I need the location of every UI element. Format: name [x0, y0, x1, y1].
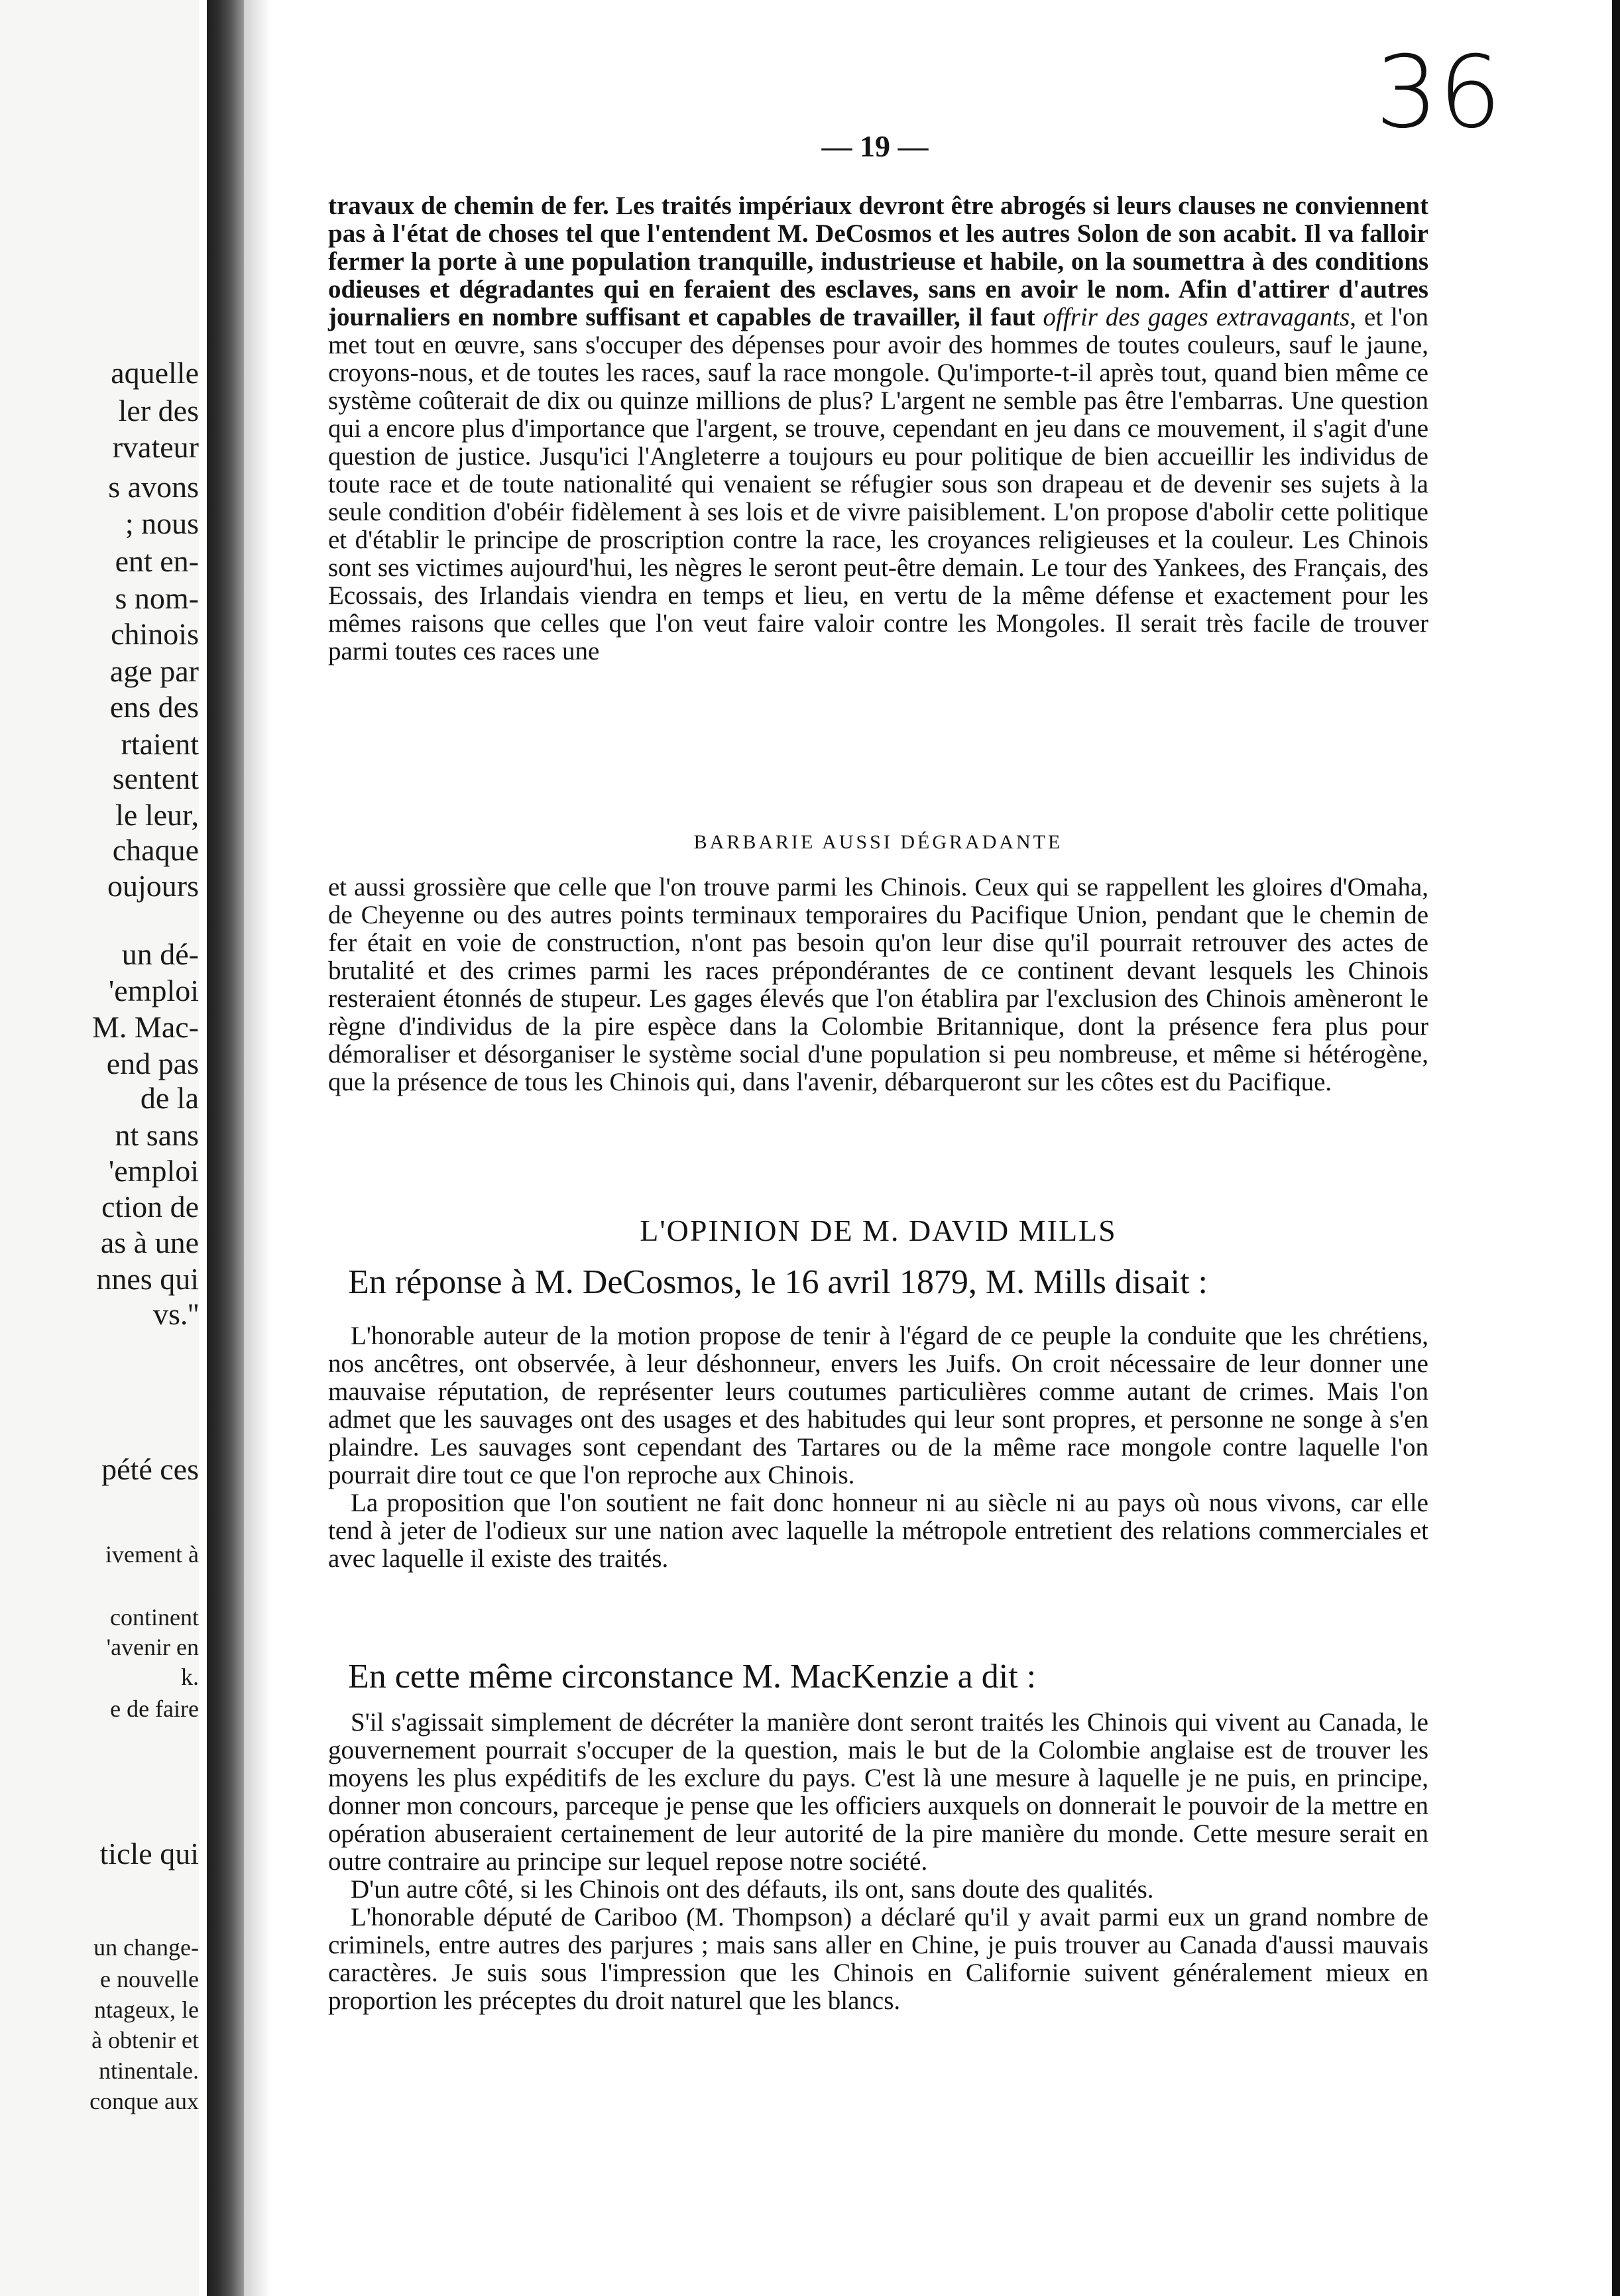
facing-page-line: 'avenir en	[106, 1634, 199, 1660]
facing-page-line: chaque	[112, 833, 199, 867]
facing-page-line: end pas	[106, 1047, 199, 1080]
mills-intro: En réponse à M. DeCosmos, le 16 avril 1879, M. Mills disait :	[348, 1263, 1208, 1301]
mackenzie-paragraph-3: L'honorable député de Cariboo (M. Thompson) a déclaré qu'il y avait parmi eux un grand nombre de criminels, entre autres des parjures ; mais sans aller en Chine, je puis trouver au Canada d'aussi mauvais caractères. Je suis sous l'impression que les Chinois en Californie suivent généralement mieux en proportion les préceptes du droit naturel que les blancs.	[328, 1903, 1428, 2015]
facing-page-line: un dé-	[121, 937, 199, 971]
facing-page-line: M. Mac-	[92, 1010, 199, 1044]
para1-rest: , et l'on met tout en œuvre, sans s'occuper des dépenses pour avoir des hommes de toutes couleurs, sauf le jaune, croyons-nous, et de toutes les races, sauf la race mongole. Qu'importe-t-il après tout, quand bien même ce système coûterait de dix ou quinze millions de plus? L'argent ne semble pas être l'embarras. Une question qui a encore plus d'importance que l'argent, se trouve, cependant en jeu dans ce mouvement, il s'agit d'une question de justice. Jusqu'ici l'Angleterre a toujours eu pour politique de bien accueillir les individus de toute race et de toute nationalité qui venaient se réfugier sous son drapeau et de devenir ses sujets à la seule condition d'obéir fidèlement à ses lois et de vivre paisiblement. L'on propose d'abolir cette politique et d'établir le principe de proscription contre la race, les croyances religieuses et la couleur. Les Chinois sont ses victimes aujourd'hui, les nègres le seront peut-être demain. Le tour des Yankees, des Français, des Ecossais, des Irlandais viendra en temps et lieu, en vertu de la même défense et exactement pour les mêmes raisons que celles que l'on veut faire valoir contre les Mongoles. Il serait très facile de trouver parmi toutes ces races une	[328, 303, 1429, 665]
facing-page-line: ivement à	[105, 1541, 199, 1568]
section-subheading: BARBARIE AUSSI DÉGRADANTE	[693, 831, 1063, 853]
para1-emphasis: offrir des gages extravagants	[1043, 303, 1350, 331]
facing-page-line: s avons	[108, 470, 199, 504]
mills-quote	[328, 1322, 1428, 1573]
mackenzie-quote	[328, 1709, 1428, 2015]
facing-page-line: ; nous	[125, 506, 199, 540]
mackenzie-paragraph-1: S'il s'agissait simplement de décréter la manière dont seront traités les Chinois qui vivent au Canada, le gouvernement pourrait s'occuper de la question, mais le but de la Colombie anglaise est de trouver les moyens les plus expéditifs de les exclure du pays. C'est là une mesure à laquelle je ne puis, en principe, donner mon concours, parceque je pense que les officiers auxquels on donnerait le pouvoir de la mettre en opération abuseraient certainement de leur autorité de la pire manière du monde. Cette mesure serait en outre contraire au principe sur lequel repose notre société.	[328, 1708, 1428, 1876]
facing-page-line: s nom-	[115, 581, 199, 615]
facing-page-line: chinois	[111, 617, 199, 651]
facing-page-line: pété ces	[101, 1452, 199, 1486]
book-gutter	[207, 0, 244, 2296]
facing-page-line: rtaient	[121, 727, 199, 761]
facing-page-line: ntinentale.	[99, 2057, 199, 2084]
facing-page-line: e de faire	[110, 1695, 199, 1722]
mills-paragraph-1: L'honorable auteur de la motion propose de tenir à l'égard de ce peuple la conduite que les chrétiens, nos ancêtres, ont observée, à leur déshonneur, envers les Juifs. On croit nécessaire de leur donner une mauvaise réputation, de représenter leurs coutumes particulières comme autant de crimes. Mais l'on admet que les sauvages ont des usages et des habitudes qui leur sont propres, et personne ne songe à s'en plaindre. Les sauvages sont cependant des Tartares ou de la même race mongole contre laquelle l'on pourrait dire tout ce que l'on reproche aux Chinois.	[328, 1322, 1428, 1489]
facing-page-line: e nouvelle	[100, 1966, 199, 1992]
facing-page-line: nnes qui	[96, 1262, 199, 1296]
facing-page-fragment	[0, 0, 199, 2296]
paragraph-body-2	[328, 874, 1428, 1096]
facing-page-line: ens des	[109, 690, 199, 724]
facing-page-line: ticle qui	[99, 1837, 199, 1870]
facing-page-line: à obtenir et	[91, 2027, 199, 2053]
handwritten-folio: 36	[1375, 35, 1502, 150]
facing-page-line: 'emploi	[108, 1154, 199, 1188]
facing-page-line: un change-	[93, 1934, 199, 1961]
facing-page-line: ler des	[118, 394, 199, 428]
facing-page-line: ent en-	[115, 544, 199, 578]
facing-page-line: nt sans	[115, 1118, 199, 1152]
facing-page-line: sentent	[112, 762, 199, 795]
mackenzie-paragraph-2: D'un autre côté, si les Chinois ont des défauts, ils ont, sans doute des qualités.	[351, 1875, 1154, 1904]
paragraph-body-1	[328, 192, 1428, 665]
facing-page-line: ntageux, le	[94, 1996, 199, 2023]
facing-page-line: aquelle	[111, 356, 199, 390]
page-number: — 19 —	[821, 129, 929, 163]
facing-page-line: rvateur	[112, 430, 199, 464]
facing-page-line: age par	[109, 654, 199, 688]
facing-page-line: k.	[181, 1664, 199, 1690]
mills-paragraph-2: La proposition que l'on soutient ne fait donc honneur ni au siècle ni au pays où nous vivons, car elle tend à jeter de l'odieux sur une nation avec laquelle la métropole entretient des relations commerciales et avec laquelle il existe des traités.	[328, 1489, 1428, 1573]
facing-page-line: de la	[140, 1081, 199, 1115]
facing-page-line: as à une	[100, 1226, 199, 1259]
mackenzie-intro: En cette même circonstance M. MacKenzie a dit :	[348, 1658, 1037, 1695]
para2-text: et aussi grossière que celle que l'on trouve parmi les Chinois. Ceux qui se rappellent les gloires d'Omaha, de Cheyenne ou des autres points terminaux temporaires du Pacifique Union, pendant que le chemin de fer était en voie de construction, n'ont pas besoin qu'on leur dise qu'il pourrait retrouver des actes de brutalité et des crimes parmi les races prépondérantes de ce continent devant lesquels les Chinois resteraient étonnés de stupeur. Les gages élevés que l'on établira par l'exclusion des Chinois amèneront le règne d'individus de la pire espèce dans la Colombie Britannique, dont la présence fera plus pour démoraliser et désorganiser le système social d'une population si peu nombreuse, et même si hétérogène, que la présence de tous les Chinois qui, dans l'avenir, débarqueront sur les côtes est du Pacifique.	[328, 873, 1428, 1096]
section-heading: L'OPINION DE M. DAVID MILLS	[640, 1214, 1117, 1247]
facing-page-line: continent	[110, 1604, 199, 1631]
facing-page-line: oujours	[107, 869, 199, 903]
para1-lead: travaux de chemin de fer. Les traités impériaux devront être abrogés si leurs clauses ne conviennent pas à l'état de choses tel que l'entendent M. DeCosmos et les autres Solon de son acabit. Il va falloir fermer la porte à une population tranquille, industrieuse et habile, on la soumettra à des conditions odieuses et dégradantes qui en feraient des esclaves, sans en avoir le nom. Afin d'attirer d'autres journaliers en nombre suffisant et capables de travailler, il faut	[328, 192, 1428, 331]
facing-page-line: vs.''	[153, 1297, 199, 1331]
scan-edge	[1612, 0, 1620, 2296]
facing-page-line: ction de	[101, 1190, 199, 1224]
facing-page-line: conque aux	[89, 2088, 199, 2114]
facing-page-line: le leur,	[115, 798, 199, 832]
gutter-shadow	[244, 0, 270, 2296]
facing-page-line: 'emploi	[108, 974, 199, 1007]
